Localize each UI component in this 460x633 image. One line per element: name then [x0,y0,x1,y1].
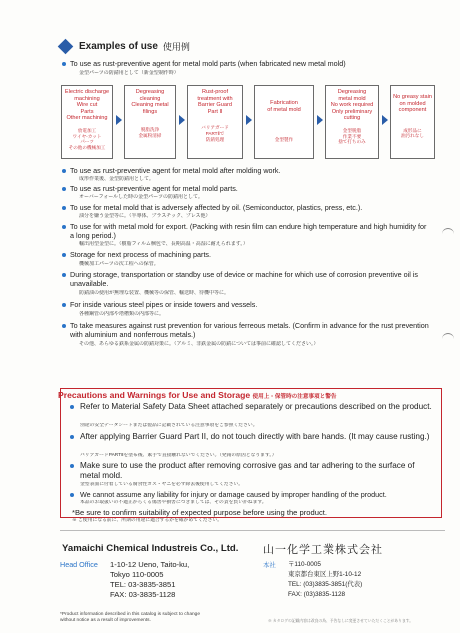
examples-intro: To use as rust-preventive agent for metal mold parts (when fabricated new metal mold) [70,60,430,69]
use-bullet-4-jp: 輸出用型金型に。（樹脂フィルム梱包で、長期高温・高湿に耐えられます。） [79,241,248,247]
flow-arrow-icon [246,115,252,125]
flow-step-2: Degreasing cleaning Cleaning metal filings 脱脂洗浄 金属粉清掃 [124,85,176,159]
use-bullet-2-jp: オーバーフォールした時の金型パーツの防錆用として。 [79,194,203,200]
flow-arrow-icon [317,115,323,125]
page-curl-mark [442,333,454,339]
examples-title: Examples of use [79,41,158,52]
catalog-footnote-jp: ※ カタログの記載内容は改良の為、予告なしに変更させていただくことがあります。 [268,619,414,623]
company-name-jp: 山一化学工業株式会社 [263,544,383,556]
use-bullet-7: For inside various steel pipes or inside towers and vessels. [70,301,430,310]
warning-item-3-jp: 金型表面に付着している腐食性ガス・ヤニを必ず除去後使用してください。 [80,482,244,487]
use-bullet-6-jp: 防錆油の使用が無理な装置、機械等の保管、輸送時、待機中等に。 [79,290,230,296]
hq-label-jp: 本社 [263,562,276,569]
warning-item-1-jp: 別途の安全データシートまたは製品に記載されている注意事項をご参照ください。 [80,423,258,428]
use-bullet-4: To use for with metal mold for export. (Packing with resin film can endure high temperature and high humidity for a long period.) [70,223,430,240]
warning-item-2: After applying Barrier Guard Part II, do not touch directly with bare hands. (It may cause rusting.) [80,432,435,442]
use-bullet-1-jp: 成形作業後、金型防錆用として。 [79,176,154,182]
diamond-bullet-icon [58,39,74,55]
use-bullet-8: To take measures against rust prevention for various ferreous metals. (Confirm in advance for the rust prevention with aluminium and nonferrous metals.) [70,321,429,339]
suitability-note-jp: ※ ご使用になる前に、所期の用途に適合するかを確かめてください。 [72,518,223,523]
flow-step-5: Degreasing metal mold No work required Only preliminary cutting 金型脱脂 作業不要 捨て打ちのみ [325,85,379,159]
use-bullet-3: To use for metal mold that is adversely affected by oil. (Semiconductor, plastics, press, etc.). [70,204,430,213]
use-bullet-8-jp: その他、あらゆる鉄系金属の防錆対策に。（アルミ、非鉄金属の防錆については事前に確認してください。） [79,341,319,347]
flow-arrow-icon [116,115,122,125]
examples-intro-jp: 金型パーツの防錆用として（新金型制作時） [79,70,179,76]
liability-statement: We cannot assume any liability for injury or damage caused by improper handling of the product. [80,490,435,500]
process-flow [61,85,435,161]
suitability-note: *Be sure to confirm suitability of expected purpose before using the product. [72,508,327,517]
use-bullet-7-jp: 各種鋼管の内部や塔槽類の内部等に。 [79,311,165,317]
flow-arrow-icon [382,115,388,125]
flow-step-3: Rust-proof treatment with Barrier Guard Part Ⅱ バリアガード PARTⅡで 防錆処理 [187,85,243,159]
head-office-address: 1-10-12 Ueno, Taito-ku, Tokyo 110-0005 TEL: 03-3835-3851 FAX: 03-3835-1128 [110,560,190,599]
warning-item-2-jp: バリアガードPARTⅡを塗布後、素手で直接触れないでください。（発錆の原因となります。） [80,453,277,458]
page-curl-mark [442,228,454,234]
warnings-title-jp: 使用上・保管時の注意事項と警告 [252,394,337,400]
catalog-footnote: *Product information described in this catalog is subject to change without notice as a result of improvements. [60,612,200,623]
use-bullet-5: Storage for next process of machining parts. [70,251,430,260]
flow-step-6: No greasy stain on molded component 成形品に 油汚れなし [390,85,435,159]
warnings-title: Precautions and Warnings for Use and Storage 使用上・保管時の注意事項と警告 [58,390,337,400]
warning-item-3: Make sure to use the product after removing corrosive gas and tar adhering to the surface of metal mold. [80,461,435,481]
use-bullet-5-jp: 機械加工パーツの次工程への保管。 [79,261,159,267]
use-bullet-3-jp: 油分を嫌う金型等に。（半導体、プラスチック、プレス他） [79,213,211,219]
hq-address-jp: 〒110-0005 東京都台東区上野1-10-12 TEL: (03)3835-3851(代表) FAX: (03)3835-1128 [288,561,363,598]
company-name-en: Yamaichi Chemical Industreis Co., Ltd. [62,543,239,554]
liability-statement-jp: 本品のお取扱いの不適正からくる傷害や損害につきましては、その責を負いかねます。 [80,500,267,505]
head-office-label: Head Office [60,560,98,569]
examples-title-jp: 使用例 [162,42,190,52]
flow-step-4: Fabrication of metal mold 金型製作 [254,85,314,159]
warning-item-1: Refer to Material Safety Data Sheet attached separately or precautions described on the product. [80,402,435,412]
use-bullet-1: To use as rust-preventive agent for metal mold after molding work. [70,167,430,176]
flow-step-1: Electric discharge machining Wire cut Parts Other machining 放電加工 ワイヤ-カット パーツ その他の機械加工 [61,85,113,159]
divider [60,530,445,531]
use-bullet-2: To use as rust-preventive agent for metal mold parts. [70,185,430,194]
flow-arrow-icon [179,115,185,125]
use-bullet-6: During storage, transportation or standby use of device or machine for which use of corrosion preventive oil is unavailable. [70,271,430,288]
examples-heading [60,40,190,53]
